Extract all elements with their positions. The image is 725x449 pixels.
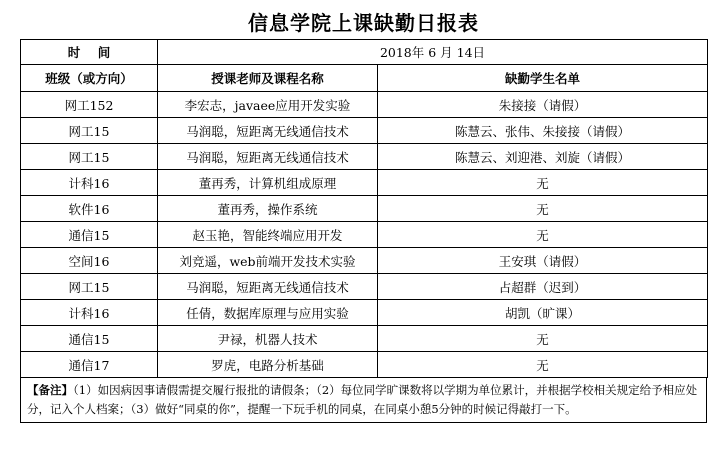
cell-class: 网工15 <box>21 274 158 300</box>
cell-class: 网工152 <box>21 92 158 118</box>
cell-teacher-course: 马润聪，短距离无线通信技术 <box>158 118 378 144</box>
table-row <box>21 170 708 196</box>
cell-teacher-course: 刘竞遥，web前端开发技术实验 <box>158 248 378 274</box>
absence-table <box>20 39 708 378</box>
header-row <box>21 65 708 92</box>
cell-absent-students: 无 <box>378 222 708 248</box>
note-cell <box>21 378 707 423</box>
time-row <box>21 40 708 65</box>
report-title: 信息学院上课缺勤日报表 <box>248 11 479 35</box>
cell-teacher-course: 罗虎，电路分析基础 <box>158 352 378 378</box>
header-class: 班级（或方向） <box>21 65 158 92</box>
cell-teacher-course: 马润聪，短距离无线通信技术 <box>158 274 378 300</box>
cell-class: 网工15 <box>21 144 158 170</box>
table-row <box>21 274 708 300</box>
cell-absent-students: 无 <box>378 170 708 196</box>
cell-absent-students: 占超群（迟到） <box>378 274 708 300</box>
note-row <box>21 378 707 423</box>
table-row <box>21 196 708 222</box>
cell-teacher-course: 董再秀，操作系统 <box>158 196 378 222</box>
table-row <box>21 92 708 118</box>
cell-absent-students: 无 <box>378 196 708 222</box>
cell-teacher-course: 任倩，数据库原理与应用实验 <box>158 300 378 326</box>
cell-class: 计科16 <box>21 300 158 326</box>
cell-class: 计科16 <box>21 170 158 196</box>
report-date: 2018年 6 月 14日 <box>158 40 708 65</box>
cell-teacher-course: 赵玉艳，智能终端应用开发 <box>158 222 378 248</box>
cell-teacher-course: 董再秀，计算机组成原理 <box>158 170 378 196</box>
cell-teacher-course: 李宏志，javaee应用开发实验 <box>158 92 378 118</box>
cell-absent-students: 陈慧云、张伟、朱接接（请假） <box>378 118 708 144</box>
header-absent-students: 缺勤学生名单 <box>378 65 708 92</box>
table-row <box>21 326 708 352</box>
cell-absent-students: 陈慧云、刘迎港、刘旋（请假） <box>378 144 708 170</box>
cell-class: 通信15 <box>21 326 158 352</box>
cell-class: 软件16 <box>21 196 158 222</box>
cell-absent-students: 无 <box>378 352 708 378</box>
cell-class: 网工15 <box>21 118 158 144</box>
cell-absent-students: 王安琪（请假） <box>378 248 708 274</box>
note-tag: 【备注】 <box>27 383 73 397</box>
table-row <box>21 222 708 248</box>
absence-report-sheet <box>20 8 707 423</box>
note-text: （1）如因病因事请假需提交履行报批的请假条；（2）每位同学旷课数将以学期为单位累计，并根据学校相关规定给予相应处分，记入个人档案；（3）做好“同桌的你”，提醒一下玩手机的同桌，在同桌小憩5分钟的时候记得敲打一下。 <box>27 383 698 416</box>
cell-absent-students: 无 <box>378 326 708 352</box>
cell-absent-students: 胡凯（旷课） <box>378 300 708 326</box>
cell-class: 空间16 <box>21 248 158 274</box>
cell-absent-students: 朱接接（请假） <box>378 92 708 118</box>
time-label: 时 间 <box>21 40 158 65</box>
header-teacher-course: 授课老师及课程名称 <box>158 65 378 92</box>
cell-class: 通信17 <box>21 352 158 378</box>
cell-class: 通信15 <box>21 222 158 248</box>
cell-teacher-course: 马润聪，短距离无线通信技术 <box>158 144 378 170</box>
table-row <box>21 144 708 170</box>
cell-teacher-course: 尹禄，机器人技术 <box>158 326 378 352</box>
table-row <box>21 352 708 378</box>
table-row <box>21 300 708 326</box>
table-row <box>21 118 708 144</box>
note-table <box>20 377 707 423</box>
table-row <box>21 248 708 274</box>
